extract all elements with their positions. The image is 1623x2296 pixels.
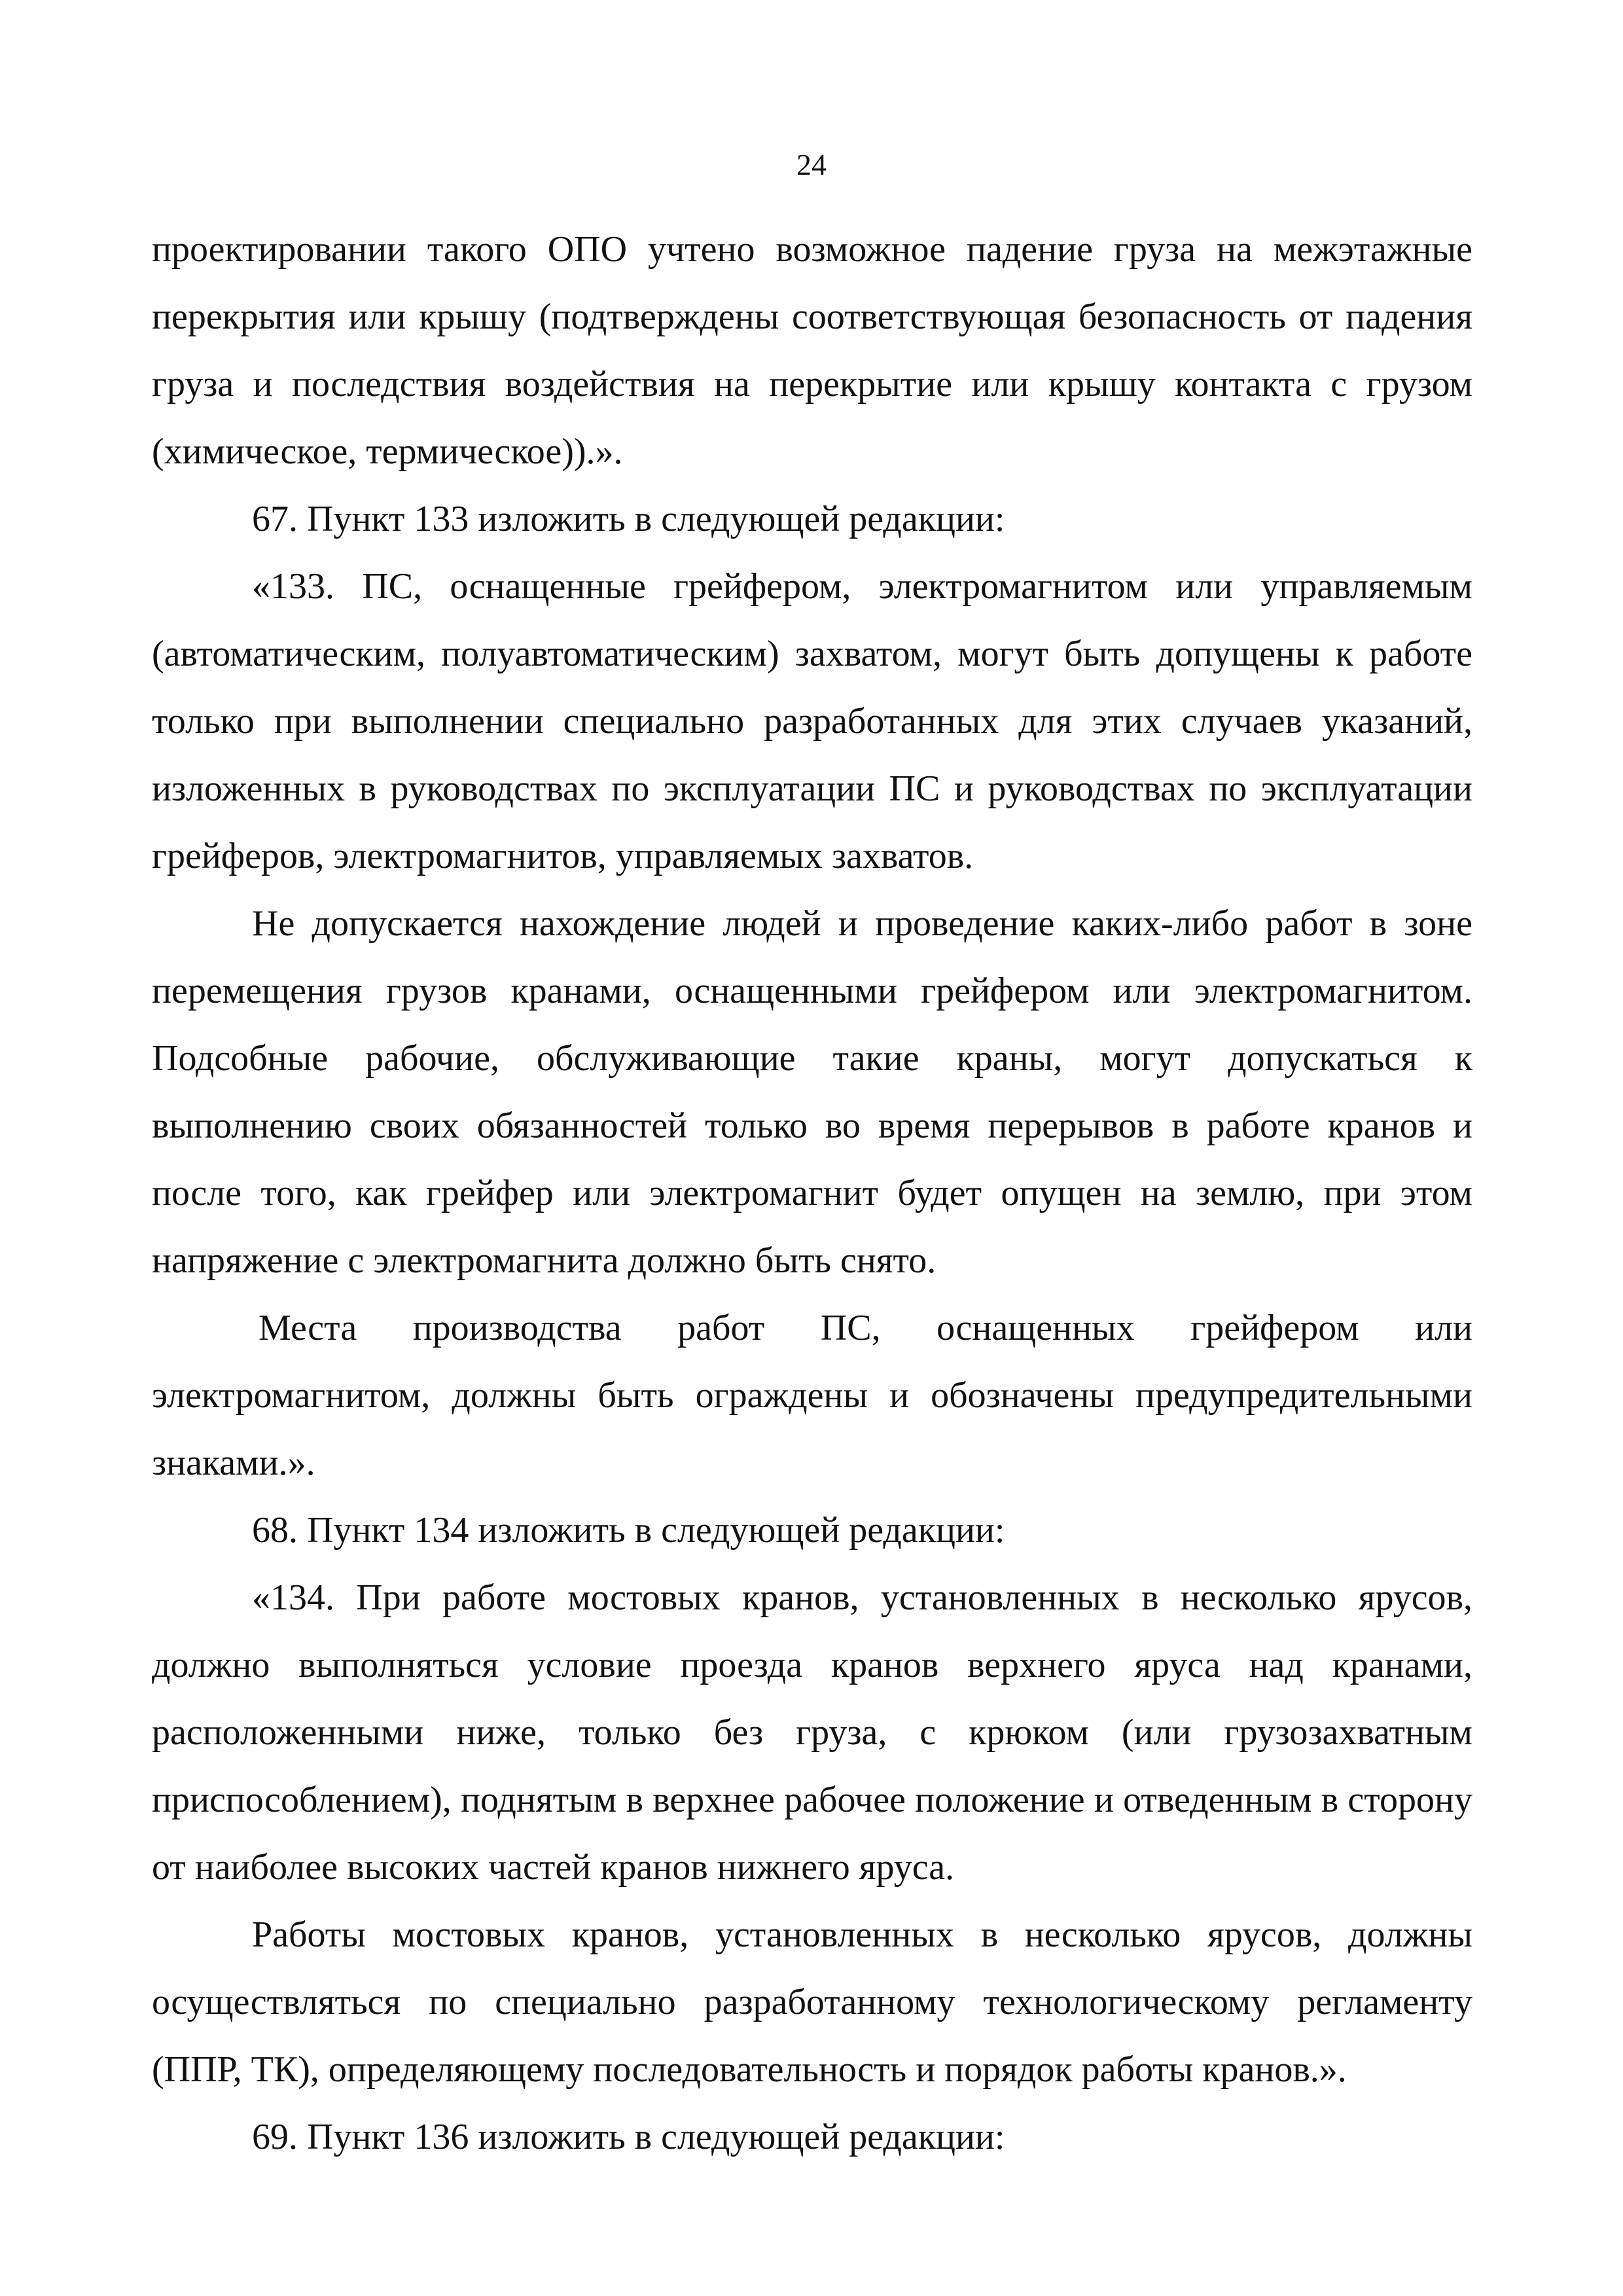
paragraph-continuation: проектировании такого ОПО учтено возможное падение груза на межэтажные перекрытия или крышу (подтверждены соответствующая безопасность от падения груза и последствия воздействия на перекрытие или крышу контакта с грузом (химическое, термическое)).». xyxy=(152,229,1472,472)
paragraph-item-68: 68. Пункт 134 изложить в следующей редакции: xyxy=(252,1510,1005,1551)
paragraph-item-67: 67. Пункт 133 изложить в следующей редакции: xyxy=(252,499,1005,539)
paragraph-item-69: 69. Пункт 136 изложить в следующей редакции: xyxy=(252,2117,1005,2157)
paragraph-clause-134: «134. При работе мостовых кранов, установленных в несколько ярусов, должно выполняться условие проезда кранов верхнего яруса над кранами, расположенными ниже, только без груза, с крюком (или грузозахватным приспособлением), поднятым в верхнее рабочее положение и отведенным в сторону от наиболее высоких частей кранов нижнего яруса. xyxy=(152,1577,1472,1888)
document-body xyxy=(152,216,1472,2171)
paragraph-work-places: Места производства работ ПС, оснащенных грейфером или электромагнитом, должны быть ограждены и обозначены предупредительными знаками.». xyxy=(152,1308,1472,1483)
paragraph-clause-133: «133. ПС, оснащенные грейфером, электромагнитом или управляемым (автоматическим, полуавтоматическим) захватом, могут быть допущены к работе только при выполнении специально разработанных для этих случаев указаний, изложенных в руководствах по эксплуатации ПС и руководствах по эксплуатации грейферов, электромагнитов, управляемых захватов. xyxy=(152,566,1472,876)
paragraph-prohibition: Не допускается нахождение людей и проведение каких-либо работ в зоне перемещения грузов кранами, оснащенными грейфером или электромагнитом. Подсобные рабочие, обслуживающие такие краны, могут допускаться к выполнению своих обязанностей только во время перерывов в работе кранов и после того, как грейфер или электромагнит будет опущен на землю, при этом напряжение с электромагнита должно быть снято. xyxy=(152,903,1472,1281)
paragraph-multi-tier-cranes: Работы мостовых кранов, установленных в несколько ярусов, должны осуществляться по специально разработанному технологическому регламенту (ППР, ТК), определяющему последовательность и порядок работы кранов.». xyxy=(152,1914,1472,2090)
page-number: 24 xyxy=(796,148,827,181)
